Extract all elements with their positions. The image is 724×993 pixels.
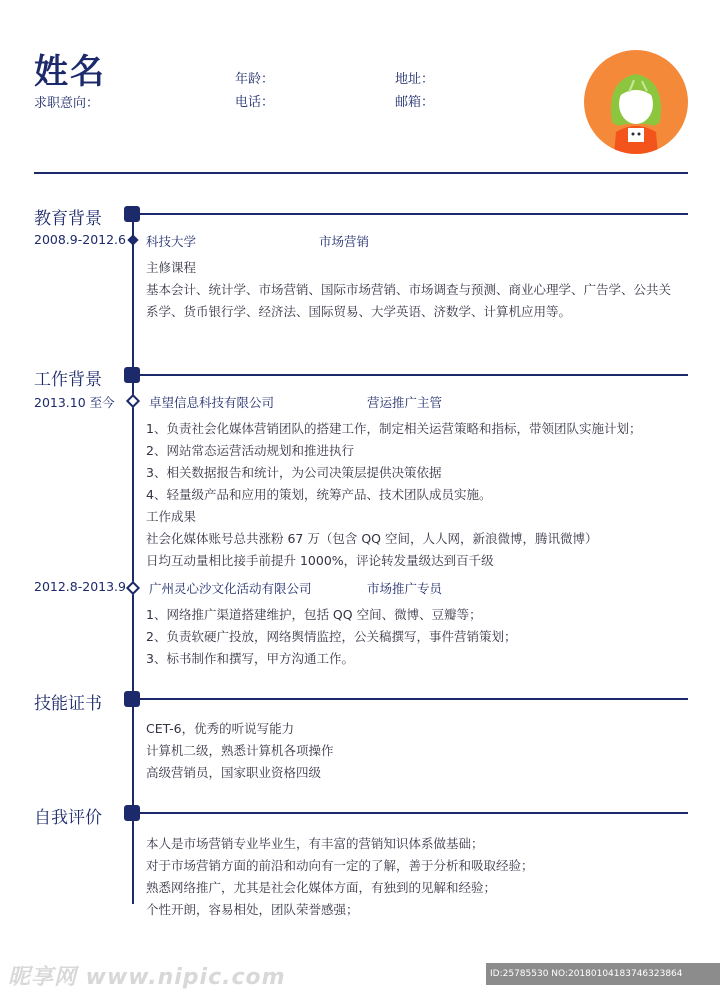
skill-line: 高级营销员，国家职业资格四级 bbox=[146, 765, 322, 780]
job2-position: 市场推广专员 bbox=[367, 581, 443, 596]
job2-company: 广州灵心沙文化活动有限公司 bbox=[149, 581, 312, 596]
edu-major: 市场营销 bbox=[319, 234, 370, 249]
section-line bbox=[140, 812, 688, 814]
section-marker bbox=[124, 691, 140, 707]
job1-line: 社会化媒体账号总共涨粉 67 万（包含 QQ 空间，人人网，新浪微博，腾讯微博） bbox=[146, 531, 598, 546]
edu-school: 科技大学 bbox=[146, 234, 197, 249]
email-label: 邮箱： bbox=[395, 95, 435, 110]
section-title-work: 工作背景 bbox=[34, 370, 102, 390]
job-intent-label: 求职意向： bbox=[34, 96, 100, 111]
section-line bbox=[140, 374, 688, 376]
self-line: 个性开朗，容易相处，团队荣誉感强； bbox=[146, 902, 359, 917]
section-marker bbox=[124, 805, 140, 821]
job2-line: 3、标书制作和撰写，甲方沟通工作。 bbox=[146, 651, 354, 666]
job1-date: 2013.10 至今 bbox=[34, 395, 115, 410]
self-line: 本人是市场营销专业毕业生，有丰富的营销知识体系做基础； bbox=[146, 836, 484, 851]
watermark-text: 昵享网 www.nipic.com bbox=[8, 965, 286, 990]
section-line bbox=[140, 698, 688, 700]
section-title-self: 自我评价 bbox=[34, 808, 102, 828]
job1-line: 日均互动量相比接手前提升 1000%，评论转发量级达到百千级 bbox=[146, 553, 494, 568]
resume-name: 姓名 bbox=[34, 52, 106, 92]
address-label: 地址： bbox=[395, 72, 435, 87]
timeline-diamond bbox=[126, 394, 140, 408]
phone-label: 电话： bbox=[235, 95, 275, 110]
skill-line: CET-6，优秀的听说写能力 bbox=[146, 721, 295, 736]
section-title-skills: 技能证书 bbox=[34, 694, 102, 714]
self-line: 对于市场营销方面的前沿和动向有一定的了解，善于分析和吸取经验； bbox=[146, 858, 534, 873]
job2-line: 2、负责软硬广投放，网络舆情监控，公关稿撰写，事件营销策划； bbox=[146, 629, 517, 644]
courses-line-1: 基本会计、统计学、市场营销、国际市场营销、市场调查与预测、商业心理学、广告学、公共关 bbox=[146, 282, 672, 297]
avatar bbox=[584, 50, 688, 154]
courses-title: 主修课程 bbox=[146, 260, 197, 275]
section-line bbox=[140, 213, 688, 215]
skill-line: 计算机二级，熟悉计算机各项操作 bbox=[146, 743, 334, 758]
image-id-bar: ID:25785530 NO:20180104183746323864 bbox=[486, 963, 720, 985]
edu-date: 2008.9-2012.6 bbox=[34, 232, 126, 247]
timeline-line bbox=[132, 214, 134, 904]
job1-line: 4、轻量级产品和应用的策划，统筹产品、技术团队成员实施。 bbox=[146, 487, 492, 502]
job1-company: 卓望信息科技有限公司 bbox=[149, 395, 275, 410]
section-marker bbox=[124, 367, 140, 383]
courses-line-2: 系学、货币银行学、经济法、国际贸易、大学英语、济数学、计算机应用等。 bbox=[146, 304, 572, 319]
job1-position: 营运推广主管 bbox=[367, 395, 443, 410]
job1-line: 3、相关数据报告和统计，为公司决策层提供决策依据 bbox=[146, 465, 442, 480]
age-label: 年龄： bbox=[235, 72, 275, 87]
job1-line: 1、负责社会化媒体营销团队的搭建工作，制定相关运营策略和指标，带领团队实施计划； bbox=[146, 421, 642, 436]
section-title-education: 教育背景 bbox=[34, 209, 102, 229]
job1-line: 工作成果 bbox=[146, 509, 197, 524]
section-marker bbox=[124, 206, 140, 222]
job1-line: 2、网站常态运营活动规划和推进执行 bbox=[146, 443, 354, 458]
timeline-diamond bbox=[126, 581, 140, 595]
header-divider bbox=[34, 172, 688, 174]
self-line: 熟悉网络推广，尤其是社会化媒体方面，有独到的见解和经验； bbox=[146, 880, 497, 895]
timeline-diamond bbox=[127, 234, 138, 245]
job2-date: 2012.8-2013.9 bbox=[34, 579, 126, 594]
girl-avatar-icon bbox=[584, 50, 688, 154]
job2-line: 1、网络推广渠道搭建维护，包括 QQ 空间、微博、豆瓣等； bbox=[146, 607, 482, 622]
